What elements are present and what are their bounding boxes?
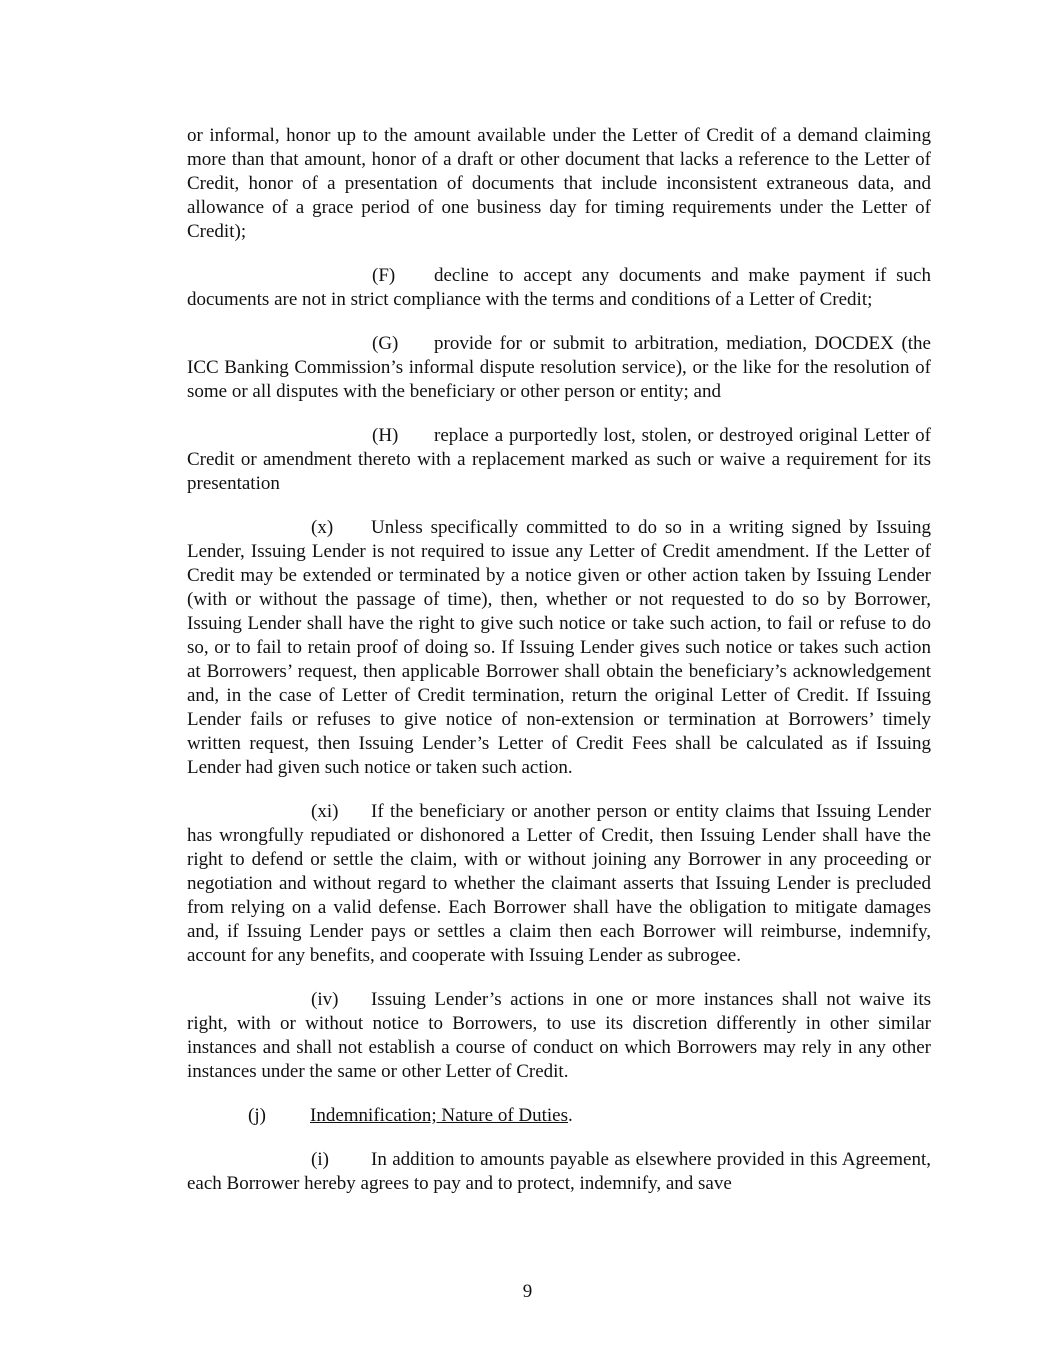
paragraph-label: (iv): [311, 989, 339, 1010]
paragraph-H: [187, 424, 931, 496]
paragraph-text: Unless specifically committed to do so in a writing signed by Issuing Lender, Issuing Lender is not required to issue any Letter of Credit amendment. If the Letter of Credit may be extended or terminated by a notice given or other action taken by Issuing Lender (with or without the passage of time), then, whether or not requested to do so by Borrower, Issuing Lender shall have the right to give such notice or take such action, to fail or refuse to do so, or to fail to retain proof of doing so. If Issuing Lender gives such notice or takes such action at Borrowers’ request, then applicable Borrower shall obtain the beneficiary’s acknowledgement and, in the case of Letter of Credit termination, return the original Letter of Credit. If Issuing Lender fails or refuses to give notice of non-extension or termination at Borrowers’ timely written request, then Issuing Lender’s Letter of Credit Fees shall be calculated as if Issuing Lender had given such notice or taken such action.: [187, 517, 931, 778]
paragraph-text: Issuing Lender’s actions in one or more instances shall not waive its right, with or without notice to Borrowers, to use its discretion differently in other similar instances and shall not establish a course of conduct on which Borrowers may rely in any other instances under the same or other Letter of Credit.: [187, 989, 931, 1082]
paragraph-iv: [187, 988, 931, 1084]
paragraph-xi: [187, 800, 931, 968]
paragraph-label: (G): [372, 333, 399, 354]
paragraph-label: (xi): [311, 801, 339, 822]
document-page: [187, 124, 931, 1216]
paragraph-label: (i): [311, 1149, 329, 1170]
paragraph-text: provide for or submit to arbitration, mediation, DOCDEX (the ICC Banking Commission’s informal dispute resolution service), or the like for the resolution of some or all disputes with the beneficiary or other person or entity; and: [187, 333, 931, 402]
paragraph-text: decline to accept any documents and make payment if such documents are not in strict compliance with the terms and conditions of a Letter of Credit;: [187, 265, 931, 310]
paragraph-text: In addition to amounts payable as elsewhere provided in this Agreement, each Borrower hereby agrees to pay and to protect, indemnify, and save: [187, 1149, 931, 1194]
section-title: Indemnification; Nature of Duties: [310, 1105, 569, 1126]
page-number: 9: [522, 1281, 533, 1302]
paragraph-label: (F): [372, 265, 396, 286]
paragraph-x: [187, 516, 931, 780]
section-label: (j): [248, 1105, 266, 1126]
section-heading-j: [187, 1104, 931, 1128]
paragraph-continuation: or informal, honor up to the amount available under the Letter of Credit of a demand claiming more than that amount, honor of a draft or other document that lacks a reference to the Letter of Credit, honor of a presentation of documents that include inconsistent extraneous data, and allowance of a grace period of one business day for timing requirements under the Letter of Credit);: [187, 125, 931, 242]
paragraph-label: (H): [372, 425, 399, 446]
paragraph-i: [187, 1148, 931, 1196]
paragraph-G: [187, 332, 931, 404]
paragraph-F: [187, 264, 931, 312]
paragraph-label: (x): [311, 517, 334, 538]
paragraph-text: replace a purportedly lost, stolen, or destroyed original Letter of Credit or amendment thereto with a replacement marked as such or waive a requirement for its presentation: [187, 425, 931, 494]
paragraph-text: If the beneficiary or another person or entity claims that Issuing Lender has wrongfully repudiated or dishonored a Letter of Credit, then Issuing Lender shall have the right to defend or settle the claim, with or without joining any Borrower in any proceeding or negotiation and without regard to whether the claimant asserts that Issuing Lender is precluded from relying on a valid defense. Each Borrower shall have the obligation to mitigate damages and, if Issuing Lender pays or settles a claim then each Borrower will reimburse, indemnify, account for any benefits, and cooperate with Issuing Lender as subrogee.: [187, 801, 931, 966]
section-title-punct: .: [568, 1105, 573, 1126]
